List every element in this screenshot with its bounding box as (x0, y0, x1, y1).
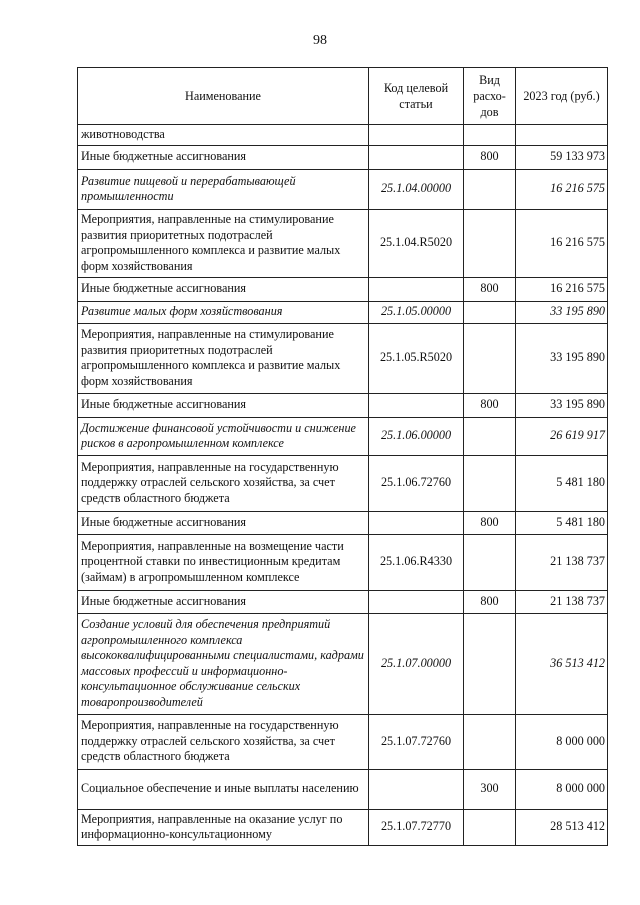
row-code-cell: 25.1.05.00000 (369, 301, 464, 323)
row-amount-cell: 16 216 575 (516, 209, 608, 277)
row-code-cell: 25.1.06.72760 (369, 455, 464, 511)
row-code-cell (369, 590, 464, 613)
row-name-cell: Иные бюджетные ассигнования (78, 277, 369, 301)
row-code-cell: 25.1.07.72770 (369, 809, 464, 845)
table-header-row (78, 68, 608, 125)
row-type-cell: 800 (464, 511, 516, 534)
row-name-cell: животноводства (78, 125, 369, 146)
row-amount-cell: 33 195 890 (516, 393, 608, 417)
row-code-cell (369, 145, 464, 169)
row-name-cell: Развитие пищевой и перерабатывающей промышленности (78, 169, 369, 209)
row-type-cell: 800 (464, 277, 516, 301)
row-name-cell: Иные бюджетные ассигнования (78, 590, 369, 613)
header-name: Наименование (78, 68, 369, 125)
table-row (78, 613, 608, 714)
row-type-cell (464, 455, 516, 511)
table-row (78, 455, 608, 511)
row-name-cell: Иные бюджетные ассигнования (78, 393, 369, 417)
row-name-cell: Мероприятия, направленные на государственную поддержку отраслей сельского хозяйства, за счет средств областного бюджета (78, 455, 369, 511)
row-type-cell (464, 714, 516, 769)
row-amount-cell (516, 125, 608, 146)
row-name-cell: Иные бюджетные ассигнования (78, 145, 369, 169)
row-amount-cell: 5 481 180 (516, 511, 608, 534)
header-type: Вид расхо-дов (464, 68, 516, 125)
table-row (78, 277, 608, 301)
row-name-cell: Достижение финансовой устойчивости и снижение рисков в агропромышленном комплексе (78, 417, 369, 455)
table-row (78, 209, 608, 277)
row-type-cell (464, 301, 516, 323)
row-code-cell: 25.1.07.72760 (369, 714, 464, 769)
table-row (78, 125, 608, 146)
row-amount-cell: 33 195 890 (516, 323, 608, 393)
row-amount-cell: 5 481 180 (516, 455, 608, 511)
row-type-cell: 300 (464, 769, 516, 809)
row-amount-cell: 21 138 737 (516, 534, 608, 590)
page-number: 98 (313, 33, 327, 48)
header-amount: 2023 год (руб.) (516, 68, 608, 125)
row-type-cell: 800 (464, 145, 516, 169)
row-code-cell (369, 277, 464, 301)
row-type-cell (464, 613, 516, 714)
row-amount-cell: 26 619 917 (516, 417, 608, 455)
row-amount-cell: 16 216 575 (516, 169, 608, 209)
row-code-cell: 25.1.06.R4330 (369, 534, 464, 590)
row-name-cell: Мероприятия, направленные на стимулирование развития приоритетных подотраслей агропромышленного комплекса и развитие малых форм хозяйствования (78, 209, 369, 277)
row-code-cell (369, 769, 464, 809)
row-code-cell (369, 511, 464, 534)
row-name-cell: Иные бюджетные ассигнования (78, 511, 369, 534)
row-amount-cell: 36 513 412 (516, 613, 608, 714)
row-type-cell (464, 809, 516, 845)
table-row (78, 169, 608, 209)
row-amount-cell: 21 138 737 (516, 590, 608, 613)
row-type-cell (464, 417, 516, 455)
table-body (78, 125, 608, 846)
row-code-cell: 25.1.06.00000 (369, 417, 464, 455)
table-row (78, 714, 608, 769)
row-amount-cell: 59 133 973 (516, 145, 608, 169)
table-row (78, 590, 608, 613)
header-code: Код целевой статьи (369, 68, 464, 125)
table-row (78, 323, 608, 393)
row-code-cell: 25.1.04.00000 (369, 169, 464, 209)
row-amount-cell: 33 195 890 (516, 301, 608, 323)
row-amount-cell: 8 000 000 (516, 714, 608, 769)
row-type-cell (464, 323, 516, 393)
table-row (78, 769, 608, 809)
row-type-cell (464, 125, 516, 146)
row-code-cell (369, 125, 464, 146)
table-row (78, 301, 608, 323)
budget-table (77, 67, 608, 846)
row-name-cell: Создание условий для обеспечения предприятий агропромышленного комплекса высококвалифицированными специалистами, кадрами массовых профессий и информационно-консультационное обслуживание сельских товаропроизводителей (78, 613, 369, 714)
table-row (78, 145, 608, 169)
row-name-cell: Развитие малых форм хозяйствования (78, 301, 369, 323)
row-name-cell: Мероприятия, направленные на стимулирование развития приоритетных подотраслей агропромышленного комплекса и развитие малых форм хозяйствования (78, 323, 369, 393)
row-name-cell: Социальное обеспечение и иные выплаты населению (78, 769, 369, 809)
row-amount-cell: 8 000 000 (516, 769, 608, 809)
row-amount-cell: 16 216 575 (516, 277, 608, 301)
row-name-cell: Мероприятия, направленные на оказание услуг по информационно-консультационному (78, 809, 369, 845)
row-type-cell (464, 169, 516, 209)
table-row (78, 417, 608, 455)
row-name-cell: Мероприятия, направленные на возмещение части процентной ставки по инвестиционным кредитам (займам) в агропромышленном комплексе (78, 534, 369, 590)
row-name-cell: Мероприятия, направленные на государственную поддержку отраслей сельского хозяйства, за счет средств областного бюджета (78, 714, 369, 769)
row-code-cell: 25.1.07.00000 (369, 613, 464, 714)
table-row (78, 393, 608, 417)
row-type-cell: 800 (464, 590, 516, 613)
row-type-cell (464, 209, 516, 277)
table-row (78, 809, 608, 845)
table-row (78, 534, 608, 590)
row-type-cell (464, 534, 516, 590)
row-amount-cell: 28 513 412 (516, 809, 608, 845)
row-code-cell: 25.1.05.R5020 (369, 323, 464, 393)
table-row (78, 511, 608, 534)
row-code-cell (369, 393, 464, 417)
row-type-cell: 800 (464, 393, 516, 417)
row-code-cell: 25.1.04.R5020 (369, 209, 464, 277)
